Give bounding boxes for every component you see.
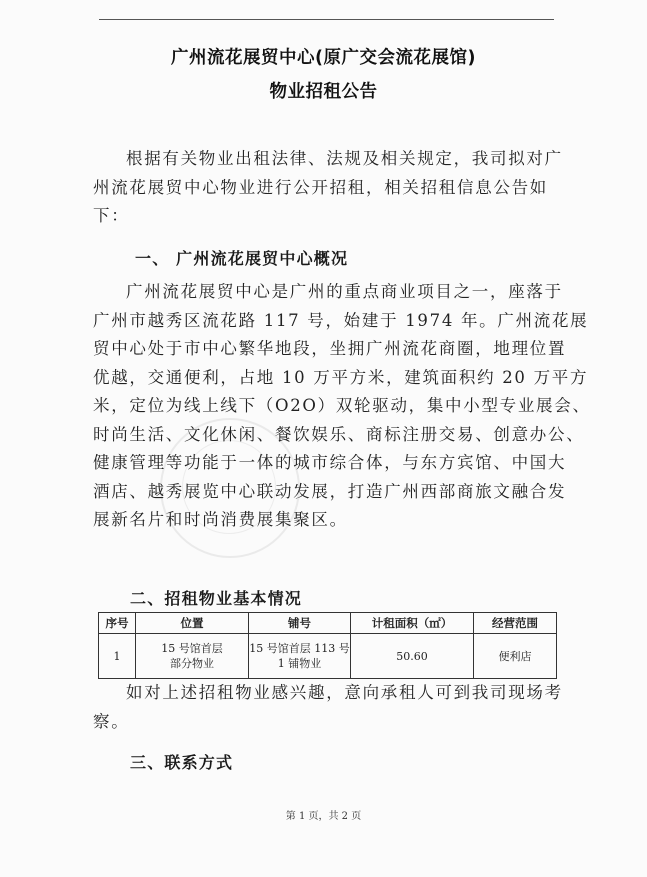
note-line: 察。 xyxy=(93,711,130,731)
rental-property-table xyxy=(98,612,557,679)
top-rule xyxy=(99,19,554,20)
intro-paragraph xyxy=(93,145,563,231)
section2-note xyxy=(93,679,563,736)
header-no: 序号 xyxy=(99,613,136,634)
cell-unit-line: 1 铺物业 xyxy=(277,657,322,670)
intro-line: 根据有关物业出租法律、法规及相关规定，我司拟对广 xyxy=(126,149,563,168)
section1-paragraph xyxy=(93,278,591,535)
cell-location-line: 部分物业 xyxy=(170,657,214,670)
document-title: 广州流花展贸中心(原广交会流花展馆) xyxy=(171,48,476,68)
section1-line: 贸中心处于市中心繁华地段，坐拥广州流花商圈，地理位置 xyxy=(93,339,567,358)
page-footer: 第 1 页，共 2 页 xyxy=(285,811,362,822)
document-subtitle: 物业招租公告 xyxy=(269,82,378,102)
section3-heading: 三、联系方式 xyxy=(130,753,234,772)
cell-unit-line: 15 号馆首层 113 号 xyxy=(249,642,350,655)
cell-unit xyxy=(249,634,351,679)
table-header-row xyxy=(99,613,557,634)
section1-line: 广州流花展贸中心是广州的重点商业项目之一，座落于 xyxy=(126,282,563,301)
cell-no: 1 xyxy=(99,634,136,679)
section1-line: 广州市越秀区流花路 117 号，始建于 1974 年。广州流花展 xyxy=(93,310,589,330)
cell-area: 50.60 xyxy=(351,634,474,679)
section2-heading: 二、招租物业基本情况 xyxy=(130,589,303,608)
section1-line: 展新名片和时尚消费展集聚区。 xyxy=(93,510,348,529)
table-row xyxy=(99,634,557,679)
section1-heading: 一、 广州流花展贸中心概况 xyxy=(135,249,349,268)
section1-line: 酒店、越秀展览中心联动发展，打造广州西部商旅文融合发 xyxy=(93,481,567,501)
note-line: 如对上述招租物业感兴趣，意向承租人可到我司现场考 xyxy=(126,683,563,702)
cell-location-line: 15 号馆首层 xyxy=(161,642,223,655)
intro-line: 州流花展贸中心物业进行公开招租，相关招租信息公告如 xyxy=(93,177,548,197)
header-area: 计租面积（㎡） xyxy=(351,613,474,634)
header-location: 位置 xyxy=(136,613,249,634)
cell-scope: 便利店 xyxy=(474,634,557,679)
section1-line: 时尚生活、文化休闲、餐饮娱乐、商标注册交易、创意办公、 xyxy=(93,424,585,444)
section1-line: 优越，交通便利，占地 10 万平方米，建筑面积约 20 万平方 xyxy=(93,367,589,387)
header-scope: 经营范围 xyxy=(474,613,557,634)
intro-line: 下： xyxy=(93,206,130,225)
section1-line: 健康管理等功能于一体的城市综合体，与东方宾馆、中国大 xyxy=(93,453,567,472)
section1-line: 米，定位为线上线下（O2O）双轮驱动，集中小型专业展会、 xyxy=(93,396,591,415)
cell-location xyxy=(136,634,249,679)
header-unit: 铺号 xyxy=(249,613,351,634)
